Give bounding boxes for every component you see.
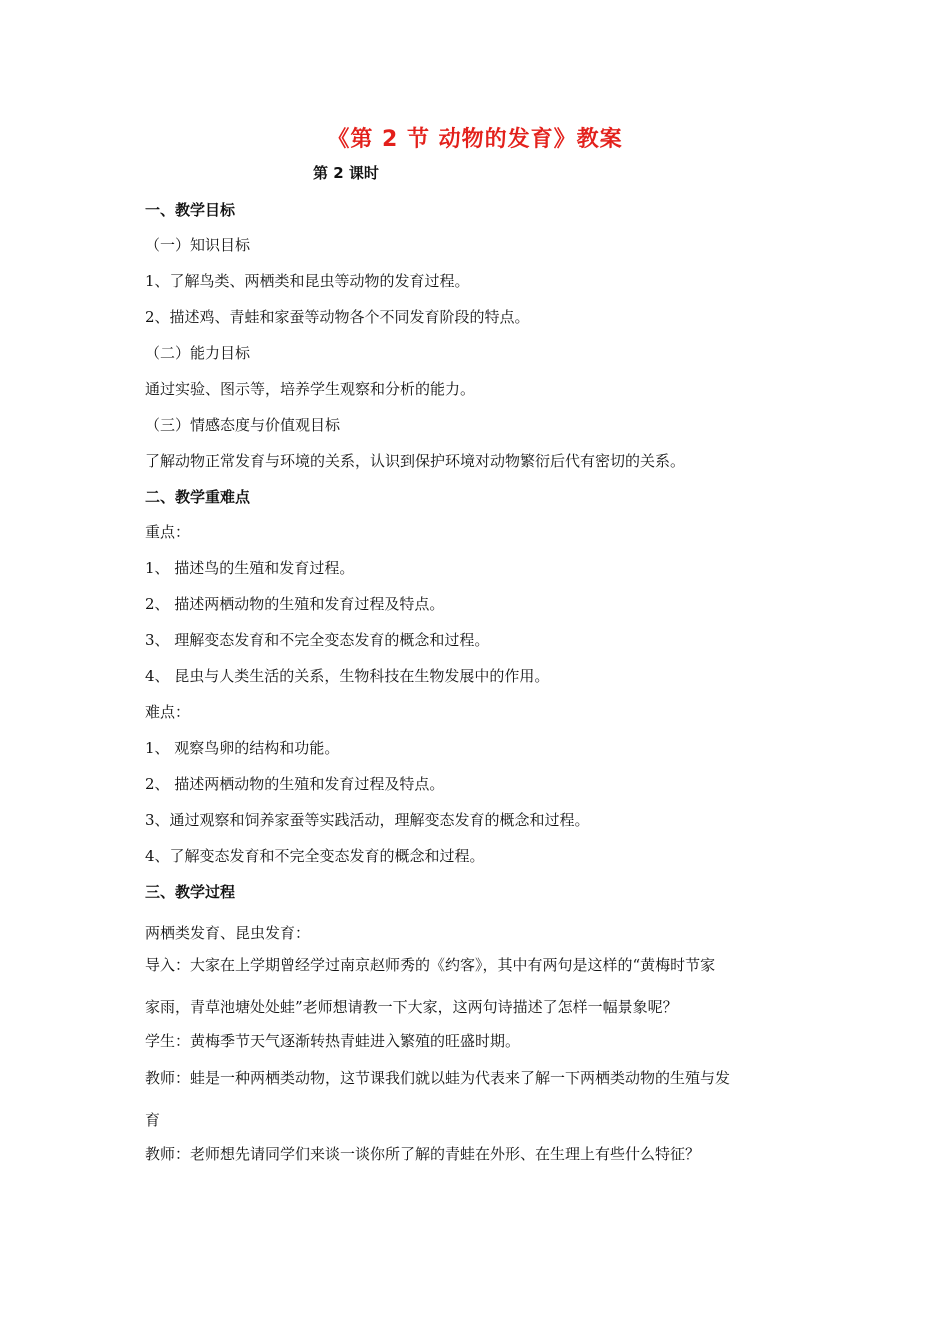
paragraph-line: 通过实验、图示等，培养学生观察和分析的能力。 xyxy=(145,380,476,398)
list-item: 3、通过观察和饲养家蚕等实践活动，理解变态发育的概念和过程。 xyxy=(145,811,590,829)
paragraph-line: 家雨，青草池塘处处蛙”老师想请教一下大家，这两句诗描述了怎样一幅景象呢？ xyxy=(145,998,678,1016)
list-item: 4、了解变态发育和不完全变态发育的概念和过程。 xyxy=(145,847,485,865)
subsection-heading: （二）能力目标 xyxy=(145,344,251,362)
paragraph-line: 两栖类发育、昆虫发育： xyxy=(145,924,311,942)
document-title: 《第 2 节 动物的发育》教案 xyxy=(327,127,623,152)
paragraph-line: 导入：大家在上学期曾经学过南京赵师秀的《约客》，其中有两句是这样的“黄梅时节家 xyxy=(145,956,716,974)
paragraph-line: 1、了解鸟类、两栖类和昆虫等动物的发育过程。 xyxy=(145,272,470,290)
paragraph-line: 重点： xyxy=(145,523,191,541)
paragraph-line: 教师：老师想先请同学们来谈一谈你所了解的青蛙在外形、在生理上有些什么特征？ xyxy=(145,1145,701,1163)
paragraph-line: 2、描述鸡、青蛙和家蚕等动物各个不同发育阶段的特点。 xyxy=(145,308,530,326)
section-heading: 一、教学目标 xyxy=(145,201,236,219)
list-item: 1、 观察鸟卵的结构和功能。 xyxy=(145,739,340,757)
list-item: 2、 描述两栖动物的生殖和发育过程及特点。 xyxy=(145,775,445,793)
list-item: 1、 描述鸟的生殖和发育过程。 xyxy=(145,559,355,577)
paragraph-line: 难点： xyxy=(145,703,191,721)
section-heading: 二、教学重难点 xyxy=(145,488,251,506)
section-heading: 三、教学过程 xyxy=(145,883,236,901)
paragraph-line: 教师：蛙是一种两栖类动物，这节课我们就以蛙为代表来了解一下两栖类动物的生殖与发 xyxy=(145,1069,731,1087)
subsection-heading: （三）情感态度与价值观目标 xyxy=(145,416,341,434)
list-item: 2、 描述两栖动物的生殖和发育过程及特点。 xyxy=(145,595,445,613)
subsection-heading: （一）知识目标 xyxy=(145,236,251,254)
paragraph-line: 了解动物正常发育与环境的关系，认识到保护环境对动物繁衍后代有密切的关系。 xyxy=(145,452,686,470)
list-item: 4、 昆虫与人类生活的关系，生物科技在生物发展中的作用。 xyxy=(145,667,550,685)
document-subtitle: 第 2 课时 xyxy=(313,164,379,182)
paragraph-line: 学生：黄梅季节天气逐渐转热青蛙进入繁殖的旺盛时期。 xyxy=(145,1032,521,1050)
list-item: 3、 理解变态发育和不完全变态发育的概念和过程。 xyxy=(145,631,490,649)
paragraph-line: 育 xyxy=(145,1111,161,1129)
